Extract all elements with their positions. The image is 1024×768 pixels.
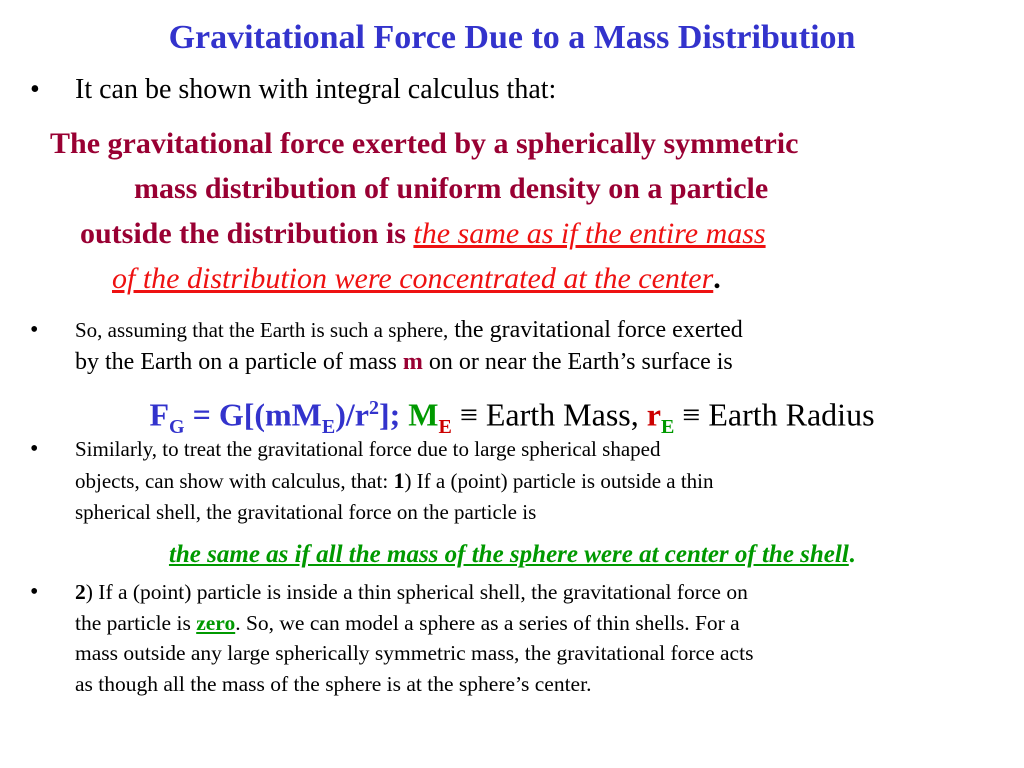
formula-e-sub: E: [321, 416, 336, 439]
bullet4-line1: ) If a (point) particle is inside a thin spherical shell, the gravitational force on: [85, 580, 748, 604]
shell-statement: [0, 535, 1024, 575]
statement-line-3: [30, 211, 1000, 256]
bullet-dot: •: [30, 436, 39, 462]
statement-emphasis-2: of the distribution were concentrated at the center: [112, 262, 714, 295]
shell-statement-text: the same as if all the mass of the sphere were at center of the shell: [168, 541, 849, 568]
shell-statement-period: .: [848, 541, 856, 568]
key-statement: [30, 121, 1000, 301]
bullet3-line1: Similarly, to treat the gravitational force due to large spherical shaped: [75, 437, 661, 461]
formula-eq: = G[(mM: [184, 396, 322, 433]
formula-re-sub: E: [660, 416, 675, 439]
bullet4-num: 2: [75, 580, 86, 604]
statement-plain: outside the distribution is: [80, 217, 414, 250]
formula-g-sub: G: [169, 416, 185, 439]
formula-me-sub: E: [438, 416, 452, 439]
bullet-text: [75, 434, 995, 528]
bullet2-part2: the gravitational force exerted: [448, 317, 743, 343]
formula-mid: )/r: [335, 396, 369, 433]
bullet-text: [75, 314, 995, 378]
bullet3-num: 1: [393, 468, 405, 493]
formula-sup: 2: [368, 397, 379, 419]
slide-title: Gravitational Force Due to a Mass Distribution: [168, 19, 856, 56]
statement-emphasis: the same as if the entire mass: [413, 217, 766, 250]
equiv-symbol: ≡: [451, 396, 486, 433]
bullet2-part1: So, assuming that the Earth is such a sphere,: [75, 318, 449, 342]
bullet4-line2b: . So, we can model a sphere as a series of thin shells. For a: [235, 610, 740, 635]
statement-line-2: mass distribution of uniform density on a particle: [134, 172, 769, 205]
bullet3-line2a: objects, can show with calculus, that:: [75, 469, 394, 493]
mass-symbol: m: [402, 349, 423, 375]
statement-line-1: The gravitational force exerted by a spherically symmetric: [50, 127, 799, 160]
bullet-dot: •: [30, 579, 39, 605]
bullet3-line3: spherical shell, the gravitational force on the particle is: [75, 500, 537, 524]
zero-term: zero: [196, 610, 236, 635]
equiv-symbol-2: ≡: [674, 396, 709, 433]
bullet-text: It can be shown with integral calculus that:: [75, 74, 557, 105]
statement-line-4: [30, 256, 1000, 301]
formula-f: F: [149, 396, 170, 433]
bullet4-line4: as though all the mass of the sphere is at the sphere’s center.: [75, 671, 592, 696]
bullet-text: [75, 577, 995, 699]
bullet-dot: •: [30, 317, 39, 343]
formula-me: M: [400, 396, 439, 433]
earth-mass-label: Earth Mass,: [485, 396, 647, 433]
bullet4-line3: mass outside any large spherically symmetric mass, the gravitational force acts: [75, 641, 754, 665]
bullet2-line2b: on or near the Earth’s surface is: [422, 349, 733, 375]
bullet-dot: •: [30, 74, 40, 105]
earth-radius-label: Earth Radius: [708, 396, 875, 433]
bullet3-line2b: ) If a (point) particle is outside a thin: [404, 469, 714, 493]
bullet4-line2a: the particle is: [75, 610, 197, 635]
bullet2-line2a: by the Earth on a particle of mass: [75, 349, 403, 375]
formula-r: r: [646, 396, 661, 433]
formula-close: ];: [378, 396, 401, 433]
statement-period: .: [713, 262, 721, 295]
